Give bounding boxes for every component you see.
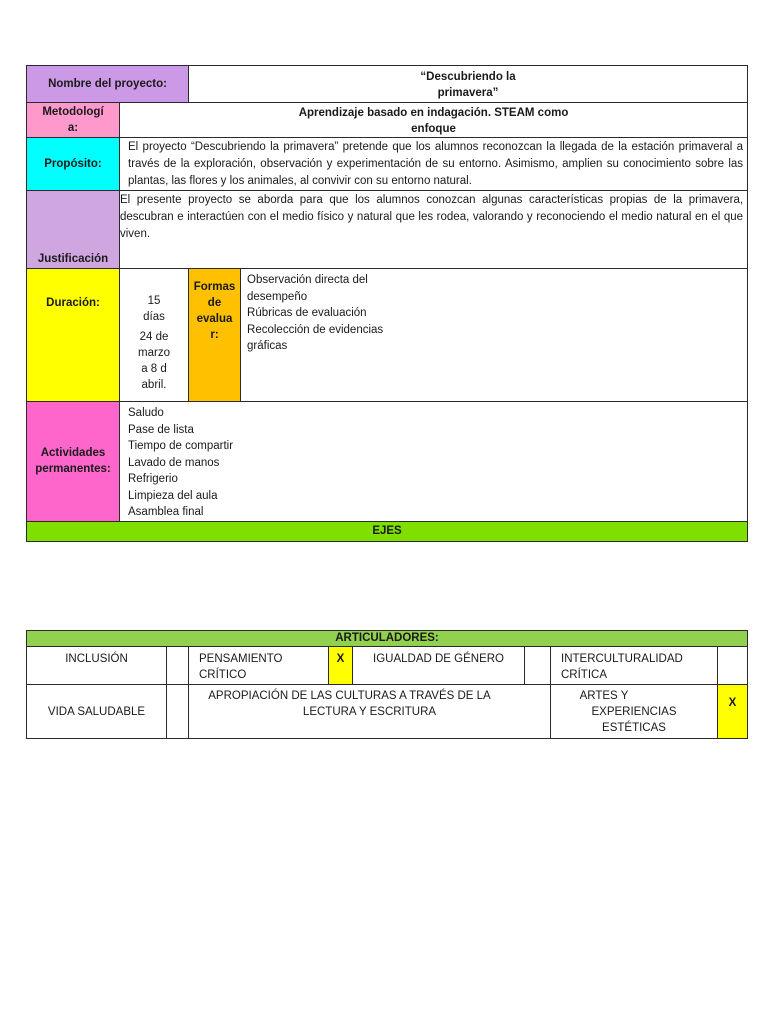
ejes-header: EJES (27, 521, 748, 541)
inclusion-mark-cell (167, 647, 189, 685)
articuladores-table (26, 630, 748, 739)
evaluation-item: Observación directa del (247, 274, 368, 286)
igualdad-cell: IGUALDAD DE GÉNERO (353, 647, 525, 685)
activity-item: Saludo (128, 407, 164, 419)
activity-item: Lavado de manos (128, 456, 220, 469)
evaluation-item: gráficas (247, 340, 288, 352)
project-plan-table (26, 65, 748, 542)
evaluation-list (241, 269, 748, 402)
justification-text: El presente proyecto se aborda para que los alumnos conozcan algunas características propias de la primavera, descubran e interactúen con el medio físico y natural que les rodea, valorando y reconociendo el medio natural en el que viven. (120, 191, 748, 269)
duration-label: Duración: (27, 269, 120, 402)
activity-item: Asamblea final (128, 506, 204, 518)
activity-item: Refrigerio (128, 473, 178, 485)
artes-mark: X (718, 685, 748, 739)
artes-cell: ARTES Y EXPERIENCIAS ESTÉTICAS (551, 685, 718, 739)
activity-item: Pase de lista (128, 423, 194, 436)
methodology-value: Aprendizaje basado en indagación. STEAM como enfoque (120, 103, 748, 138)
project-name-label: Nombre del proyecto: (27, 66, 189, 103)
activities-label: Actividades permanentes: (27, 402, 120, 522)
vida-cell: VIDA SALUDABLE (27, 685, 167, 739)
activity-item: Limpieza del aula (128, 489, 218, 502)
evaluation-label: Formas de evalua r: (189, 269, 241, 402)
apropiacion-cell: APROPIACIÓN DE LAS CULTURAS A TRAVÉS DE LA LECTURA Y ESCRITURA (189, 685, 551, 739)
project-name-value: “Descubriendo la primavera” (189, 66, 748, 103)
evaluation-item: desempeño (247, 290, 308, 303)
duration-value: 15 días 24 de marzo a 8 d abril. (120, 269, 189, 402)
justification-label: Justificación (27, 191, 120, 269)
evaluation-item: Rúbricas de evaluación (247, 307, 367, 319)
evaluation-item: Recolección de evidencias (247, 323, 384, 336)
intercultural-mark-cell (718, 647, 748, 685)
pensamiento-cell: PENSAMIENTO CRÍTICO (189, 647, 329, 685)
activity-item: Tiempo de compartir (128, 440, 234, 452)
inclusion-cell: INCLUSIÓN (27, 647, 167, 685)
vida-mark-cell (167, 685, 189, 739)
purpose-label: Propósito: (27, 138, 120, 191)
methodology-label: Metodologí a: (27, 103, 120, 138)
activities-list (120, 402, 748, 522)
pensamiento-mark: X (329, 647, 353, 685)
articuladores-header: ARTICULADORES: (27, 631, 748, 647)
intercultural-cell: INTERCULTURALIDAD CRÍTICA (551, 647, 718, 685)
igualdad-mark-cell (525, 647, 551, 685)
purpose-text: El proyecto “Descubriendo la primavera” pretende que los alumnos reconozcan la llegada de la estación primaveral a través de la exploración, observación y experimentación de su entorno. Asimismo, amplien su conocimiento sobre las plantas, las flores y los animales, al convivir con su entorno natural. (120, 138, 748, 191)
